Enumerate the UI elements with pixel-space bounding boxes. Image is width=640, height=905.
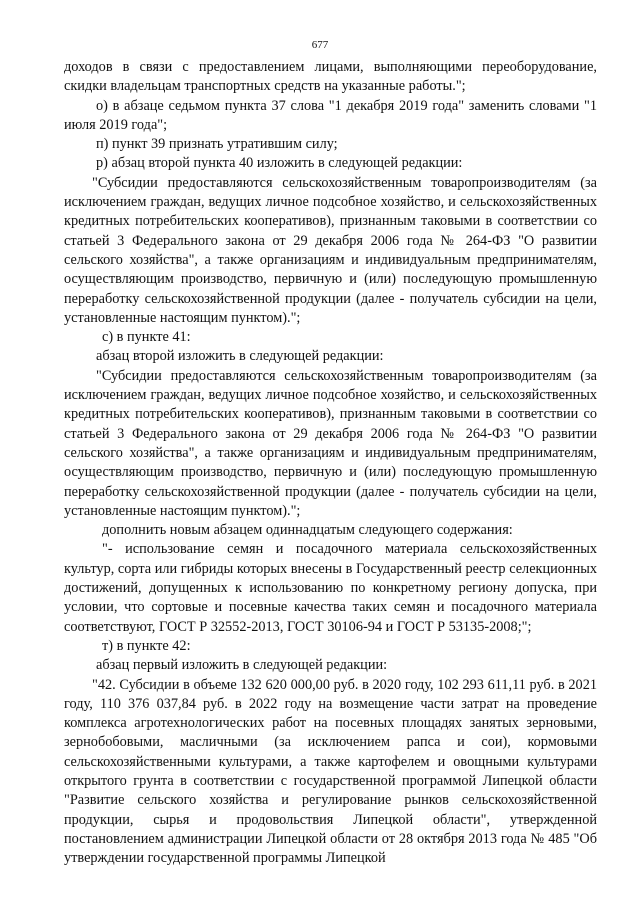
paragraph-quote-point-41: "Субсидии предоставляются сельскохозяйственным товаропроизводителям (за исключением граждан, ведущих личное подсобное хозяйство, и сельскохозяйственных кредитных потребительских кооперативов), признанным таковыми в соответствии со статьей 3 Федерального закона от 29 декабря 2006 года № 264-ФЗ "О развитии сельского хозяйства", а также организациям и индивидуальным предпринимателям, осуществляющим производство, первичную и (или) последующую промышленную переработку сельскохозяйственной продукции (далее - получатель субсидии на цели, установленные настоящим пунктом)."; <box>64 367 597 519</box>
paragraph-item-p: п) пункт 39 признать утратившим силу; <box>96 136 338 153</box>
page-number: 677 <box>311 39 329 51</box>
document-body <box>64 58 597 868</box>
paragraph-quote-point-40: "Субсидии предоставляются сельскохозяйственным товаропроизводителям (за исключением граждан, ведущих личное подсобное хозяйство, и сельскохозяйственных кредитных потребительских кооперативов), признанным таковыми в соответствии со статьей 3 Федерального закона от 29 декабря 2006 года № 264-ФЗ "О развитии сельского хозяйства", а также организациям и индивидуальным предпринимателям, осуществляющим производство, первичную и (или) последующую промышленную переработку сельскохозяйственной продукции (далее - получатель субсидии на цели, установленные настоящим пунктом)."; <box>64 174 597 326</box>
paragraph-item-s: с) в пункте 41: <box>102 329 191 346</box>
paragraph-item-t: т) в пункте 42: <box>102 637 191 654</box>
paragraph-subitem-eleventh: дополнить новым абзацем одиннадцатым следующего содержания: <box>102 522 513 539</box>
paragraph-continuation: доходов в связи с предоставлением лицами, выполняющими переоборудование, скидки владельцам транспортных средств на указанные работы."; <box>64 59 597 95</box>
paragraph-quote-seeds: "- использование семян и посадочного материала сельскохозяйственных культур, сорта или гибриды которых внесены в Государственный реестр селекционных достижений, допущенных к использованию по конкретному региону допуска, при условии, что сортовые и посевные качества таких семян и посадочного материала соответствуют, ГОСТ Р 32552-2013, ГОСТ 30106-94 и ГОСТ Р 53135-2008;"; <box>64 541 597 635</box>
paragraph-subitem-first: абзац первый изложить в следующей редакции: <box>96 657 388 674</box>
paragraph-item-r: р) абзац второй пункта 40 изложить в следующей редакции: <box>96 155 463 172</box>
paragraph-quote-point-42: "42. Субсидии в объеме 132 620 000,00 руб. в 2020 году, 102 293 611,11 руб. в 2021 году, 110 376 037,84 руб. в 2022 году на возмещение части затрат на проведение комплекса агротехнологических работ на посевных площадях занятых зерновыми, зернобобовыми, масличными (за исключением рапса и сои), кормовыми сельскохозяйственными культурами, а также картофелем и овощными культурами открытого грунта в соответствии с государственной программой Липецкой области "Развитие сельского хозяйства и регулирование рынков сельскохозяйственной продукции, сырья и продовольствия Липецкой области", утвержденной постановлением администрации Липецкой области от 28 октября 2013 года № 485 "Об утверждении государственной программы Липецкой <box>64 676 597 867</box>
paragraph-subitem-second: абзац второй изложить в следующей редакции: <box>96 348 384 365</box>
paragraph-item-o: о) в абзаце седьмом пункта 37 слова "1 декабря 2019 года" заменить словами "1 июля 2019 года"; <box>64 97 597 133</box>
